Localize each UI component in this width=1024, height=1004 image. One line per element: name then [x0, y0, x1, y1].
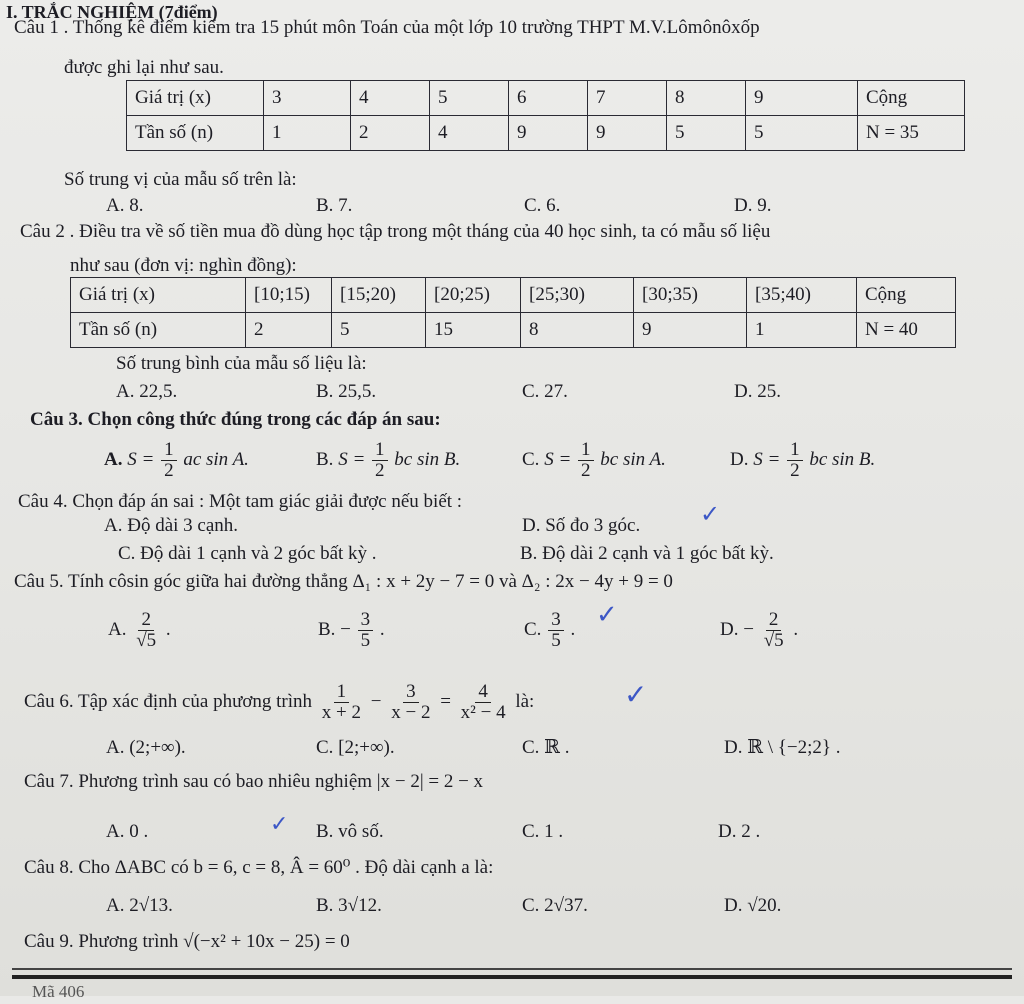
q7-option-c: C. 1 .	[522, 821, 564, 842]
check-mark-icon: ✓	[270, 812, 289, 837]
table-cell: 8	[667, 81, 746, 116]
q4-option-c: C. Độ dài 1 cạnh và 2 góc bất kỳ .	[118, 543, 377, 564]
q6-option-b: C. [2;+∞).	[316, 737, 395, 758]
table-cell: N = 35	[858, 116, 965, 151]
q4-option-d: D. Số đo 3 góc.	[522, 515, 641, 536]
q2-stem: Câu 2 . Điều tra về số tiền mua đồ dùng học tập trong một tháng của 40 học sinh, ta có mẫu số liệu	[20, 221, 771, 242]
table-cell: 2	[246, 313, 332, 348]
q1-option-d: D. 9.	[734, 195, 772, 216]
table-cell: [35;40)	[747, 278, 857, 313]
table-cell: 9	[509, 116, 588, 151]
q2-stem-continued: như sau (đơn vị: nghìn đồng):	[70, 255, 297, 276]
table-cell: [25;30)	[521, 278, 634, 313]
q5-option-a: A. $\frac{2}{√5}$ .	[108, 609, 171, 651]
q4-option-b: B. Độ dài 2 cạnh và 1 góc bất kỳ.	[520, 543, 774, 564]
table-cell: 6	[509, 81, 588, 116]
table-cell: 5	[667, 116, 746, 151]
q2-option-b: B. 25,5.	[316, 381, 377, 402]
q2-question: Số trung bình của mẫu số liệu là:	[116, 353, 367, 374]
fraction: $\frac{4}{\text{x² − 4}}$	[460, 681, 506, 723]
fraction: $\frac{3}{5}$	[548, 610, 564, 651]
q5-option-d: D. − $\frac{2}{√5}$ .	[720, 609, 799, 651]
table-cell: Cộng	[857, 278, 956, 313]
q2-frequency-table	[70, 277, 956, 348]
q5-option-c: C. $\frac{3}{5}$ .	[524, 609, 576, 651]
q9-stem: Câu 9. Phương trình √(−x² + 10x − 25) = 0	[24, 931, 350, 952]
q1-option-b: B. 7.	[316, 195, 353, 216]
q7-option-b: B. vô số.	[316, 821, 384, 842]
table-cell: Cộng	[858, 81, 965, 116]
half-fraction: $\frac{1}{2}$	[161, 440, 177, 481]
q8-stem: Câu 8. Cho ΔABC có b = 6, c = 8, Â = 60⁰ . Độ dài cạnh a là:	[24, 857, 494, 878]
table-cell: 9	[588, 116, 667, 151]
q8-option-c: C. 2√37.	[522, 895, 588, 916]
check-mark-icon: ✓	[596, 600, 618, 630]
fraction: $\frac{3}{5}$	[358, 610, 374, 651]
q6-stem: Câu 6. Tập xác định của phương trình $\frac{1}{x + 2}$ − $\frac{3}{x - 2}$ = $\frac{4}{\text{x² − 4}}$ là:	[24, 681, 535, 723]
table-cell: N = 40	[857, 313, 956, 348]
q3-option-c: C. S = $\frac{1}{2}$ bc sin A.	[522, 439, 666, 481]
table-cell: [30;35)	[634, 278, 747, 313]
table-cell: 9	[634, 313, 747, 348]
q3-option-d: D. S = $\frac{1}{2}$ bc sin B.	[730, 439, 876, 481]
fraction: $\frac{1}{x + 2}$	[321, 681, 362, 723]
table-cell: 2	[351, 116, 430, 151]
divider	[12, 975, 1012, 979]
table-row	[71, 313, 956, 348]
q1-option-c: C. 6.	[524, 195, 561, 216]
table-cell: [15;20)	[332, 278, 426, 313]
table-cell: 9	[746, 81, 858, 116]
q2-option-c: C. 27.	[522, 381, 568, 402]
q6-option-d: D. ℝ \ {−2;2} .	[724, 737, 841, 758]
q8-option-b: B. 3√12.	[316, 895, 382, 916]
q5-option-b: B. − $\frac{3}{5}$ .	[318, 609, 385, 651]
q3-option-a: A. S = $\frac{1}{2}$ ac sin A.	[104, 439, 249, 481]
table-cell: 7	[588, 81, 667, 116]
table-cell: [20;25)	[426, 278, 521, 313]
q5-stem: Câu 5. Tính côsin góc giữa hai đường thẳng Δ₁ : x + 2y − 7 = 0 và Δ₂ : 2x − 4y + 9 = 0	[14, 571, 673, 592]
table-cell: 5	[430, 81, 509, 116]
q7-option-d: D. 2 .	[718, 821, 761, 842]
section-header: I. TRẮC NGHIỆM (7điểm)	[6, 2, 218, 22]
table-row	[127, 81, 965, 116]
table-cell: Tần số (n)	[127, 116, 264, 151]
table-cell: Tần số (n)	[71, 313, 246, 348]
fraction: $\frac{2}{√5}$	[136, 609, 157, 651]
q7-option-a: A. 0 .	[106, 821, 149, 842]
exam-code: Mã 406	[32, 982, 85, 1001]
table-cell: 1	[264, 116, 351, 151]
table-row	[71, 278, 956, 313]
table-cell: 3	[264, 81, 351, 116]
check-mark-icon: ✓	[624, 678, 648, 711]
q4-option-a: A. Độ dài 3 cạnh.	[104, 515, 239, 536]
table-cell: 4	[351, 81, 430, 116]
q3-option-b: B. S = $\frac{1}{2}$ bc sin B.	[316, 439, 461, 481]
q4-stem: Câu 4. Chọn đáp án sai : Một tam giác giải được nếu biết :	[18, 491, 463, 512]
q6-option-c: C. ℝ .	[522, 737, 570, 758]
table-cell: Giá trị (x)	[127, 81, 264, 116]
fraction: $\frac{3}{x - 2}$	[391, 681, 431, 723]
q2-option-d: D. 25.	[734, 381, 781, 402]
q8-option-a: A. 2√13.	[106, 895, 173, 916]
divider	[12, 968, 1012, 970]
half-fraction: $\frac{1}{2}$	[578, 440, 594, 481]
table-cell: 5	[332, 313, 426, 348]
table-cell: 15	[426, 313, 521, 348]
table-cell: 8	[521, 313, 634, 348]
fraction: $\frac{2}{√5}$	[763, 609, 784, 651]
q1-frequency-table	[126, 80, 965, 151]
q6-option-a: A. (2;+∞).	[106, 737, 186, 758]
half-fraction: $\frac{1}{2}$	[787, 440, 803, 481]
table-cell: Giá trị (x)	[71, 278, 246, 313]
table-cell: 4	[430, 116, 509, 151]
q1-stem-continued: được ghi lại như sau.	[64, 57, 224, 78]
q3-stem: Câu 3. Chọn công thức đúng trong các đáp án sau:	[30, 409, 441, 430]
table-cell: 1	[747, 313, 857, 348]
q1-stem: Câu 1 . Thống kê điểm kiểm tra 15 phút môn Toán của một lớp 10 trường THPT M.V.Lômônôxốp	[14, 17, 760, 38]
q1-option-a: A. 8.	[106, 195, 144, 216]
q1-question: Số trung vị của mẫu số trên là:	[64, 169, 297, 190]
q8-option-d: D. √20.	[724, 895, 782, 916]
q2-option-a: A. 22,5.	[116, 381, 178, 402]
half-fraction: $\frac{1}{2}$	[372, 440, 388, 481]
table-cell: 5	[746, 116, 858, 151]
q7-stem: Câu 7. Phương trình sau có bao nhiêu nghiệm |x − 2| = 2 − x	[24, 771, 484, 792]
table-row	[127, 116, 965, 151]
table-cell: [10;15)	[246, 278, 332, 313]
check-mark-icon: ✓	[700, 500, 721, 528]
